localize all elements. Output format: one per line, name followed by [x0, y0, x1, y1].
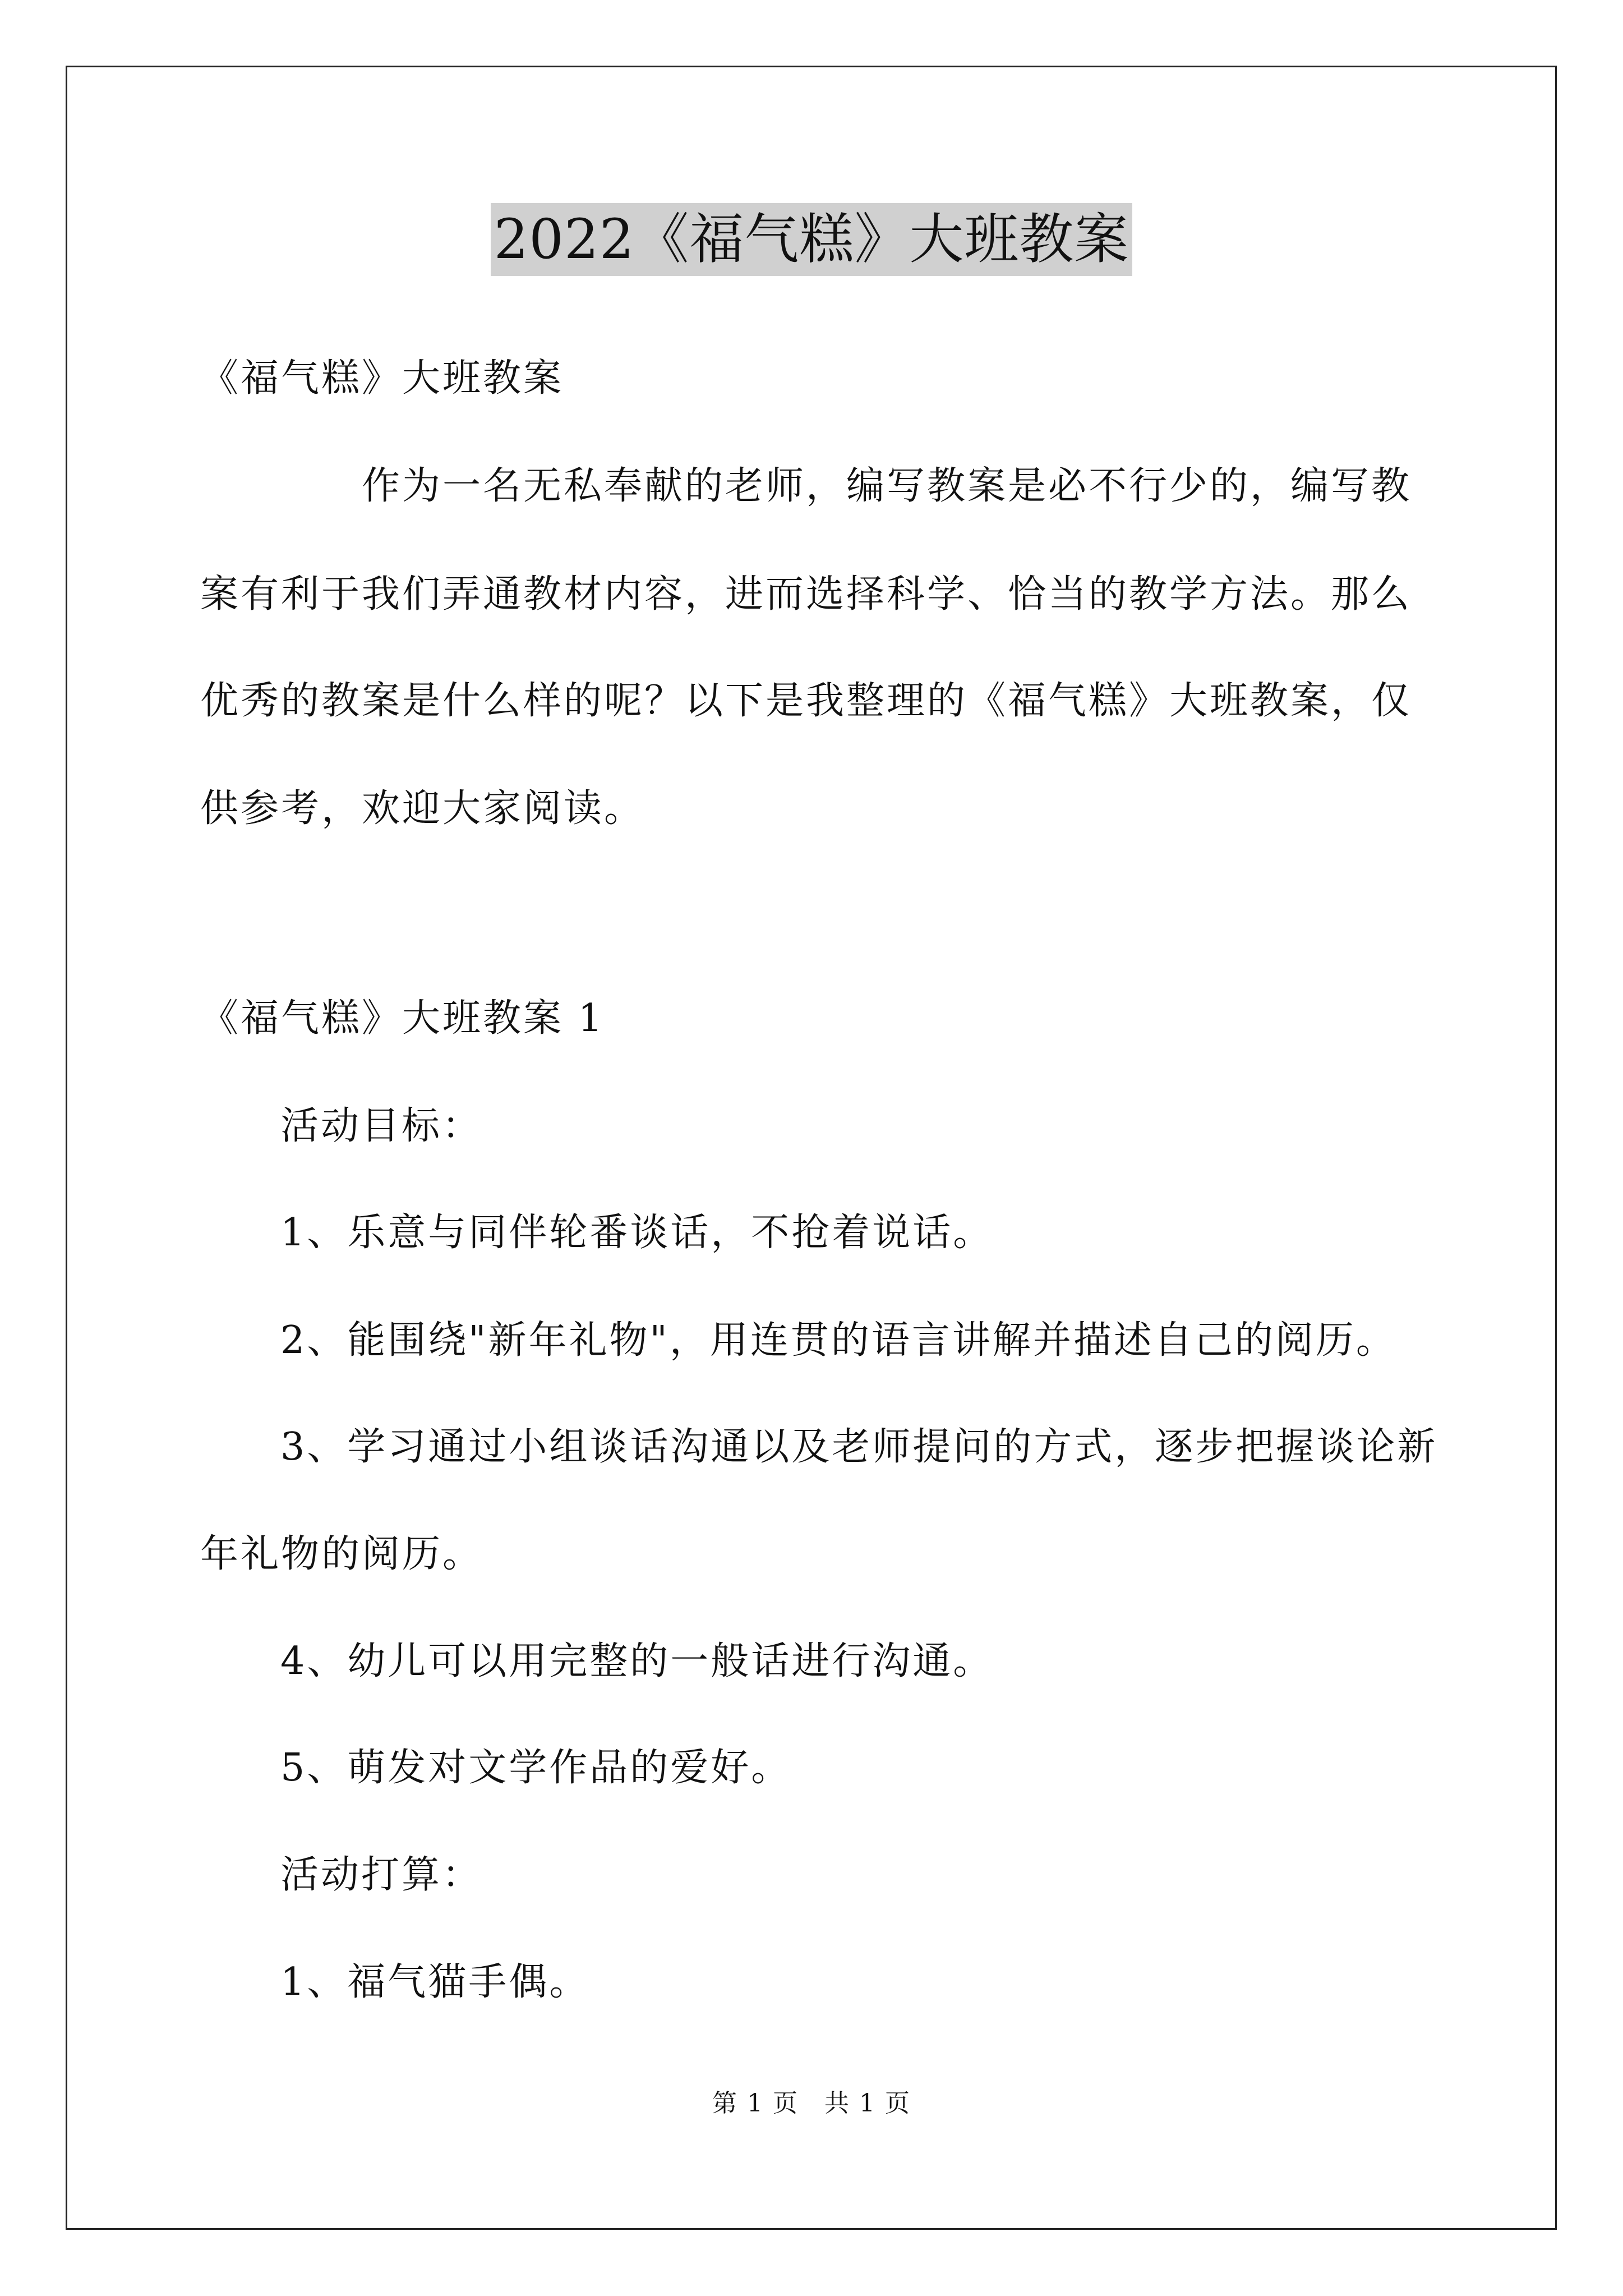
- objective-5: 5、萌发对文学作品的爱好。: [280, 1746, 792, 1790]
- intro-line-4: 供参考，欢迎大家阅读。: [200, 786, 645, 831]
- objective-2: 2、能围绕"新年礼物"，用连贯的语言讲解并描述自己的阅历。: [280, 1318, 1396, 1363]
- section-heading: 《福气糕》大班教案: [200, 356, 564, 401]
- document-title: 2022《福气糕》大班教案: [491, 203, 1133, 276]
- lesson-heading: 《福气糕》大班教案 1: [200, 996, 605, 1041]
- preparation-1: 1、福气猫手偶。: [280, 1960, 590, 2004]
- preparation-heading: 活动打算：: [280, 1853, 483, 1897]
- objective-1: 1、乐意与同伴轮番谈话，不抢着说话。: [280, 1211, 994, 1255]
- intro-line-1: 作为一名无私奉献的老师，编写教案是必不行少的，编写教: [362, 464, 1412, 508]
- objective-3: 3、学习通过小组谈话沟通以及老师提问的方式，逐步把握谈论新: [280, 1425, 1438, 1469]
- title-wrap: [0, 203, 1623, 276]
- objectives-heading: 活动目标：: [280, 1104, 483, 1148]
- intro-line-2: 案有利于我们弄通教材内容，进而选择科学、恰当的教学方法。那么: [200, 572, 1412, 616]
- intro-line-3: 优秀的教案是什么样的呢？以下是我整理的《福气糕》大班教案，仅: [200, 679, 1412, 723]
- objective-4: 4、幼儿可以用完整的一般话进行沟通。: [280, 1639, 994, 1683]
- page-footer: 第 1 页 共 1 页: [712, 2089, 911, 2118]
- objective-3-cont: 年礼物的阅历。: [200, 1532, 483, 1576]
